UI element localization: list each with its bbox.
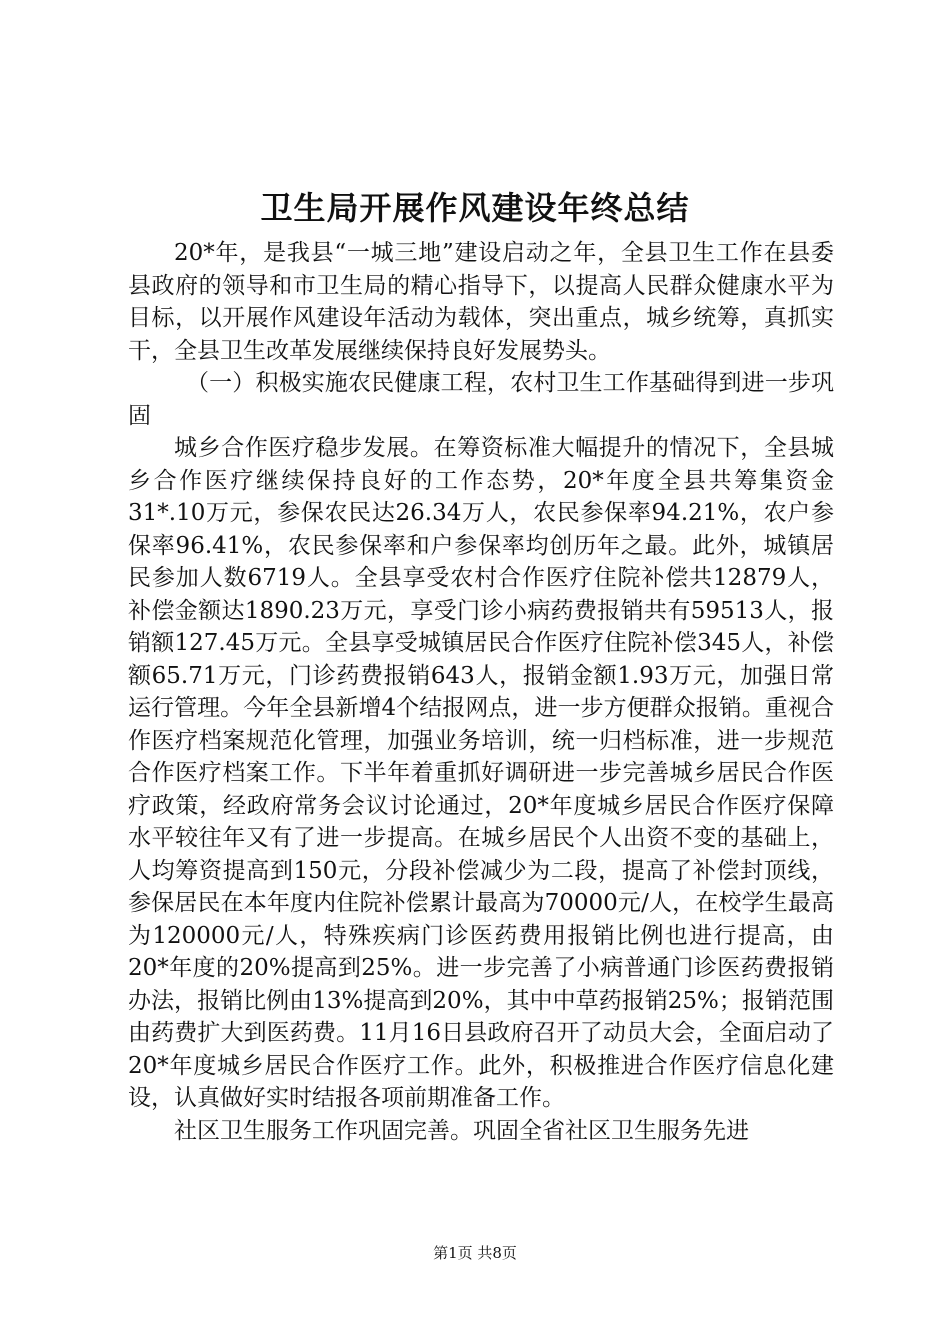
body-paragraph-cooperative-medical: 城乡合作医疗稳步发展。在筹资标准大幅提升的情况下，全县城乡合作医疗继续保持良好的工作态势，20*年度全县共筹集资金31*.10万元，参保农民达26.34万人，农民参保率94.21%，农户参保率96.41%，农民参保率和户参保率均创历年之最。此外，城镇居民参加人数6719人。全县享受农村合作医疗住院补偿共12879人，补偿金额达1890.23万元，享受门诊小病药费报销共有59513人，报销额127.45万元。全县享受城镇居民合作医疗住院补偿345人，补偿额65.71万元，门诊药费报销643人，报销金额1.93万元，加强日常运行管理。今年全县新增4个结报网点，进一步方便群众报销。重视合作医疗档案规范化管理，加强业务培训，统一归档标准，进一步规范合作医疗档案工作。下半年着重抓好调研进一步完善城乡居民合作医疗政策，经政府常务会议讨论通过，20*年度城乡居民合作医疗保障水平较往年又有了进一步提高。在城乡居民个人出资不变的基础上，人均筹资提高到150元，分段补偿减少为二段，提高了补偿封顶线，参保居民在本年度内住院补偿累计最高为70000元/人，在校学生最高为120000元/人，特殊疾病门诊医药费用报销比例也进行提高，由20*年度的20%提高到25%。进一步完善了小病普通门诊医药费报销办法，报销比例由13%提高到20%，其中中草药报销25%；报销范围由药费扩大到医药费。11月16日县政府召开了动员大会，全面启动了20*年度城乡居民合作医疗工作。此外，积极推进合作医疗信息化建设，认真做好实时结报各项前期准备工作。: [128, 435, 834, 1111]
document-title: 卫生局开展作风建设年终总结: [260, 189, 690, 227]
body-paragraph-community-health: 社区卫生服务工作巩固完善。巩固全省社区卫生服务先进: [174, 1117, 749, 1144]
intro-paragraph: 20*年，是我县“一城三地”建设启动之年，全县卫生工作在县委县政府的领导和市卫生局的精心指导下，以提高人民群众健康水平为目标，以开展作风建设年活动为载体，突出重点，城乡统筹，真抓实干，全县卫生改革发展继续保持良好发展势头。: [128, 240, 834, 364]
document-body: [128, 237, 834, 1147]
page-footer: 第1页 共8页: [433, 1244, 517, 1262]
section-heading: （一）积极实施农民健康工程，农村卫生工作基础得到进一步巩固: [128, 370, 834, 429]
